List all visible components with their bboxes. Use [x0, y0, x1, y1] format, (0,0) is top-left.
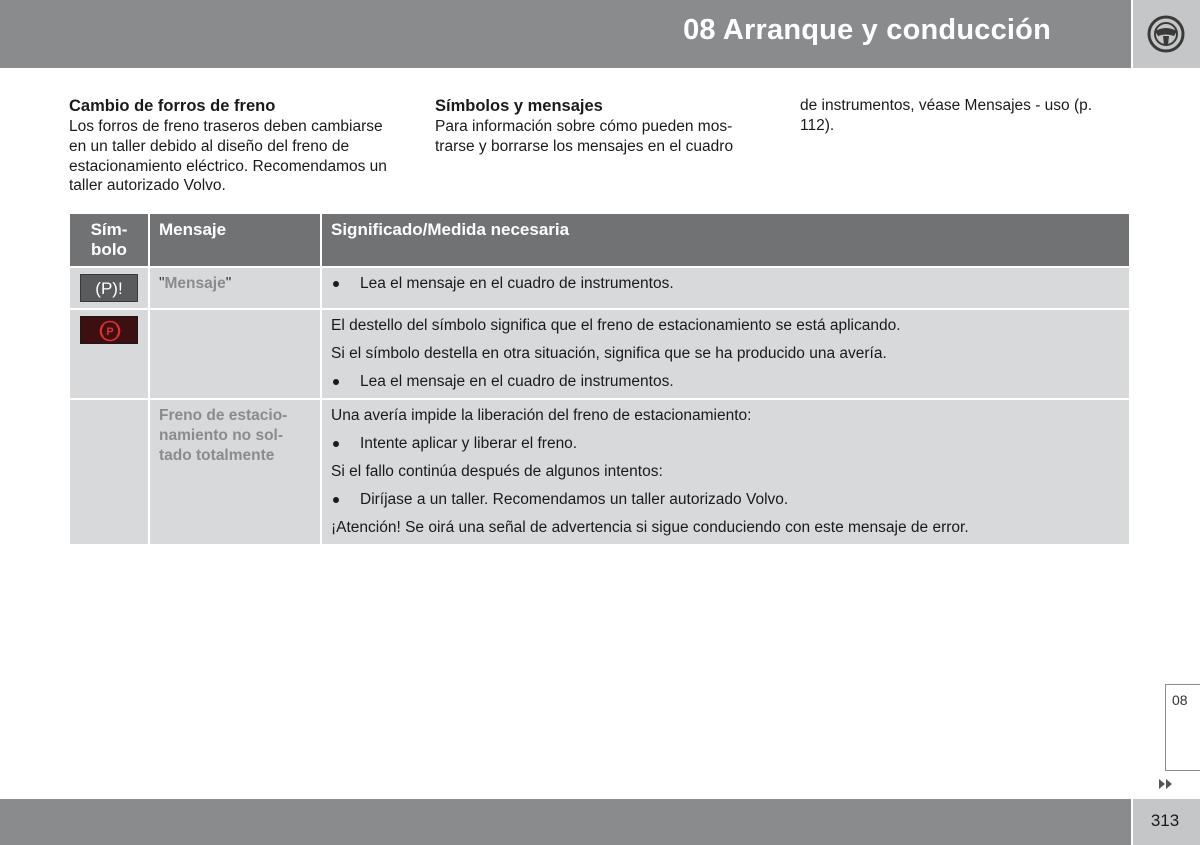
- quote-close: ": [225, 275, 232, 292]
- table-row: [69, 267, 1130, 309]
- chapter-header-bar: [0, 0, 1131, 68]
- chapter-title: 08 Arranque y conducción: [683, 14, 1051, 46]
- meaning-column-header: Significado/Medida necesaria: [321, 213, 1130, 267]
- parking-brake-warning-symbol: (P)!: [80, 274, 138, 302]
- chapter-icon-box: [1133, 0, 1200, 68]
- meaning-line: Una avería impide la liberación del freno de estacionamiento:: [331, 407, 752, 424]
- intro-brake-lining: [69, 96, 404, 196]
- message-column-header: Mensaje: [149, 213, 321, 267]
- message-label: [159, 275, 231, 292]
- message-cell: [149, 309, 321, 399]
- steering-wheel-icon: [1146, 14, 1186, 54]
- chapter-number: 08: [1172, 692, 1188, 708]
- meaning-line: El destello del símbolo significa que el freno de estacionamiento se está aplicando.: [331, 317, 901, 334]
- quote-open: ": [159, 275, 165, 292]
- footer-bar: [0, 799, 1131, 845]
- double-arrow-right-icon[interactable]: [1158, 777, 1174, 795]
- page-number: 313: [1150, 811, 1180, 830]
- symbol-cell: [69, 267, 149, 309]
- meaning-line: Si el fallo continúa después de algunos intentos:: [331, 463, 663, 480]
- brake-lining-text: Los forros de freno traseros deben cambiarse en un taller debido al diseño del freno de estacionamiento eléctrico. Recomendamos un taller autorizado Volvo.: [69, 118, 387, 195]
- table-row: [69, 399, 1130, 545]
- message-text: Freno de estacio-namiento no sol-tado totalmente: [159, 407, 288, 464]
- page-number-box: [1133, 799, 1200, 845]
- table-row: [69, 309, 1130, 399]
- symbols-messages-table: [68, 212, 1131, 546]
- intro-continuation: [800, 96, 1110, 136]
- message-text: Mensaje: [164, 275, 226, 292]
- meaning-cell: [321, 267, 1130, 309]
- meaning-line: Si el símbolo destella en otra situación, significa que se ha producido una avería.: [331, 345, 887, 362]
- symbol-cell: [69, 309, 149, 399]
- bullet-item: Diríjase a un taller. Recomendamos un taller autorizado Volvo.: [331, 490, 1120, 510]
- meaning-cell: [321, 399, 1130, 545]
- parking-brake-red-icon: [80, 316, 138, 344]
- intro-symbols-messages: [435, 96, 765, 157]
- svg-text:P: P: [106, 326, 114, 338]
- symbols-messages-heading: Símbolos y mensajes: [435, 97, 603, 115]
- message-cell: [149, 267, 321, 309]
- symbol-cell: [69, 399, 149, 545]
- bullet-item: Lea el mensaje en el cuadro de instrumentos.: [331, 274, 1120, 294]
- message-cell: [149, 399, 321, 545]
- meaning-cell: [321, 309, 1130, 399]
- table-header-row: [69, 213, 1130, 267]
- messages-reference-text: de instrumentos, véase Mensajes - uso (p. 112).: [800, 97, 1093, 134]
- symbols-messages-text: Para información sobre cómo pueden mos-trarse y borrarse los mensajes en el cuadro: [435, 118, 734, 155]
- bullet-item: Lea el mensaje en el cuadro de instrumentos.: [331, 372, 1120, 392]
- symbol-column-header: Sím-bolo: [69, 213, 149, 267]
- brake-lining-heading: Cambio de forros de freno: [69, 97, 276, 115]
- bullet-item: Intente aplicar y liberar el freno.: [331, 434, 1120, 454]
- chapter-side-tab[interactable]: [1165, 684, 1200, 771]
- meaning-line: ¡Atención! Se oirá una señal de advertencia si sigue conduciendo con este mensaje de error.: [331, 519, 969, 536]
